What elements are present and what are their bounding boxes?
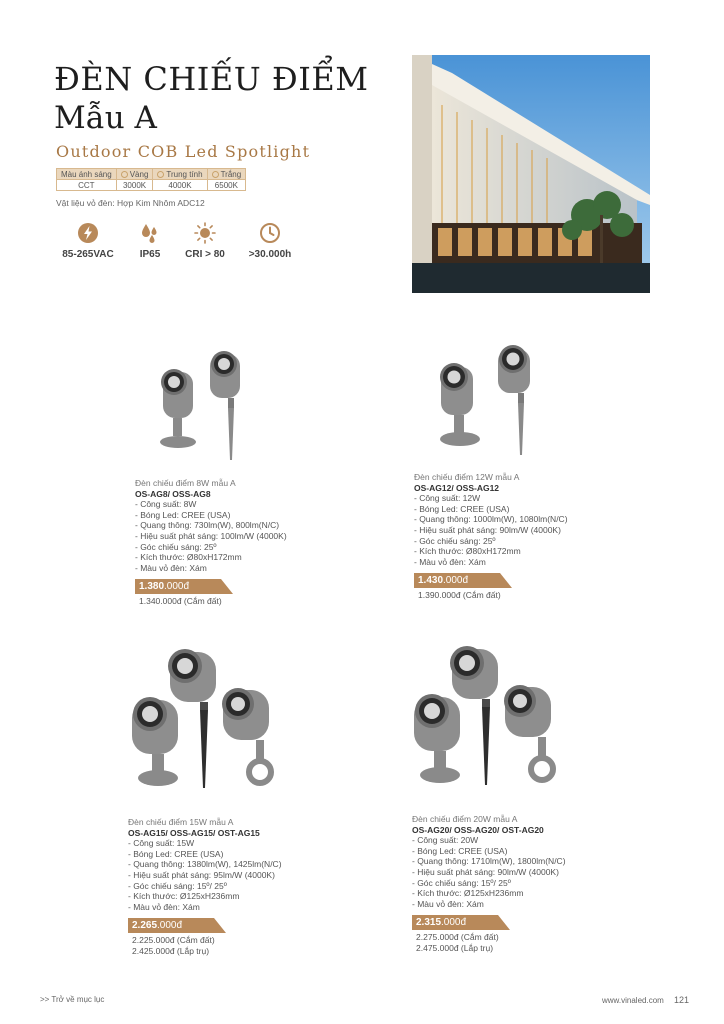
product-image-12w (436, 345, 546, 465)
price-main: 2.265 (132, 920, 158, 932)
spec-line: - Hiệu suất phát sáng: 95lm/W (4000K) (128, 869, 275, 880)
spec-label: CRI > 80 (185, 249, 225, 260)
table-cell: 4000K (153, 180, 207, 191)
page-title-line2: Mẫu A (54, 100, 157, 136)
spec-line: - Quang thông: 1380lm(W), 1425lm(N/C) (128, 859, 282, 870)
price-tag (135, 579, 211, 594)
spec-line: - Kích thước: Ø125xH236mm (412, 888, 524, 899)
spec-line: - Công suất: 8W (135, 499, 197, 510)
table-cell: 3000K (116, 180, 153, 191)
product-20w (412, 814, 566, 954)
page-number: 121 (674, 995, 690, 1005)
price-alt: 2.275.000đ (Cắm đất) (416, 932, 499, 943)
price-alt: 1.390.000đ (Cắm đất) (418, 590, 501, 601)
spec-line: - Bóng Led: CREE (USA) (412, 845, 508, 856)
spec-line: - Màu vỏ đèn: Xám (412, 898, 484, 909)
price-suffix: .000đ (164, 581, 190, 593)
color-temperature-table (56, 168, 246, 191)
footer-right (602, 995, 689, 1005)
spec-line: - Quang thông: 1710lm(W), 1800lm(N/C) (412, 856, 566, 867)
product-image-8w (148, 350, 248, 470)
spec-line: - Hiệu suất phát sáng: 90lm/W (4000K) (414, 524, 561, 535)
table-header-cell: Vàng (129, 169, 149, 179)
lightning-icon (77, 222, 99, 244)
spec-line: - Hiệu suất phát sáng: 100lm/W (4000K) (135, 530, 287, 541)
product-title: Đèn chiếu điểm 12W mẫu A (414, 472, 520, 482)
spec-cri (172, 222, 238, 260)
table-header-cell: Trung tính (166, 169, 203, 179)
product-image-20w (410, 645, 560, 795)
page-subtitle: Outdoor COB Led Spotlight (56, 142, 311, 161)
spec-lifetime (237, 222, 303, 260)
product-12w (414, 472, 568, 601)
price-alt: 1.340.000đ (Cắm đất) (139, 596, 222, 607)
spec-line: - Công suất: 15W (128, 838, 195, 849)
table-header-cell: Màu ánh sáng (57, 169, 117, 180)
spec-line: - Công suất: 20W (412, 835, 479, 846)
spec-line: - Góc chiếu sáng: 15º/ 25º (128, 880, 227, 891)
spec-line: - Góc chiếu sáng: 25º (135, 541, 217, 552)
product-code: OS-AG20/ OSS-AG20/ OST-AG20 (412, 824, 544, 835)
spec-line: - Góc chiếu sáng: 15º/ 25º (412, 877, 511, 888)
product-8w (135, 478, 287, 607)
building-photo (412, 55, 650, 293)
back-to-contents-link[interactable]: >> Trở về mục lục (40, 995, 105, 1004)
spec-line: - Màu vỏ đèn: Xám (128, 901, 200, 912)
price-main: 1.430 (418, 575, 444, 587)
material-text: Vật liệu vỏ đèn: Hợp Kim Nhôm ADC12 (56, 198, 205, 208)
product-code: OS-AG8/ OSS-AG8 (135, 488, 211, 499)
price-alt: 2.225.000đ (Cắm đất) (132, 935, 215, 946)
spec-label: 85-265VAC (62, 249, 114, 260)
spec-line: - Quang thông: 1000lm(W), 1080lm(N/C) (414, 514, 568, 525)
circle-icon (212, 171, 219, 178)
price-tag (414, 573, 490, 588)
product-title: Đèn chiếu điểm 15W mẫu A (128, 817, 234, 827)
table-header-cell: Trắng (220, 169, 242, 179)
price-tag (128, 918, 204, 933)
spec-line: - Góc chiếu sáng: 25º (414, 535, 496, 546)
price-suffix: .000đ (443, 575, 469, 587)
price-alt: 2.475.000đ (Lắp trụ) (416, 942, 494, 953)
spec-line: - Quang thông: 730lm(W), 800lm(N/C) (135, 520, 280, 531)
spec-line: - Bóng Led: CREE (USA) (135, 509, 231, 520)
website-link[interactable]: www.vinaled.com (602, 996, 664, 1005)
spec-label: >30.000h (248, 249, 292, 260)
price-suffix: .000đ (441, 917, 467, 929)
table-cell: 6500K (207, 180, 246, 191)
page-title-line1: ĐÈN CHIẾU ĐIỂM (54, 60, 369, 98)
spec-line: - Màu vỏ đèn: Xám (135, 562, 207, 573)
price-tag (412, 915, 488, 930)
product-title: Đèn chiếu điểm 8W mẫu A (135, 478, 236, 488)
price-main: 2.315 (416, 917, 442, 929)
spec-line: - Công suất: 12W (414, 493, 481, 504)
spec-line: - Màu vỏ đèn: Xám (414, 556, 486, 567)
spec-line: - Hiệu suất phát sáng: 90lm/W (4000K) (412, 866, 559, 877)
spec-line: - Kích thước: Ø80xH172mm (414, 546, 521, 557)
price-suffix: .000đ (157, 920, 183, 932)
spec-line: - Bóng Led: CREE (USA) (414, 503, 510, 514)
spec-line: - Bóng Led: CREE (USA) (128, 848, 224, 859)
spec-line: - Kích thước: Ø125xH236mm (128, 891, 240, 902)
product-code: OS-AG12/ OSS-AG12 (414, 482, 500, 493)
product-title: Đèn chiếu điểm 20W mẫu A (412, 814, 518, 824)
clock-icon (259, 222, 281, 244)
spec-voltage (55, 222, 121, 260)
water-drops-icon (139, 222, 161, 244)
product-code: OS-AG15/ OSS-AG15/ OST-AG15 (128, 827, 260, 838)
sun-icon (194, 222, 216, 244)
price-main: 1.380 (139, 581, 165, 593)
circle-icon (157, 171, 164, 178)
table-cell: CCT (57, 180, 117, 191)
circle-icon (121, 171, 128, 178)
price-alt: 2.425.000đ (Lắp trụ) (132, 945, 210, 956)
spec-label: IP65 (139, 249, 161, 260)
product-15w (128, 817, 282, 957)
product-image-15w (128, 648, 278, 798)
spec-line: - Kích thước: Ø80xH172mm (135, 552, 242, 563)
